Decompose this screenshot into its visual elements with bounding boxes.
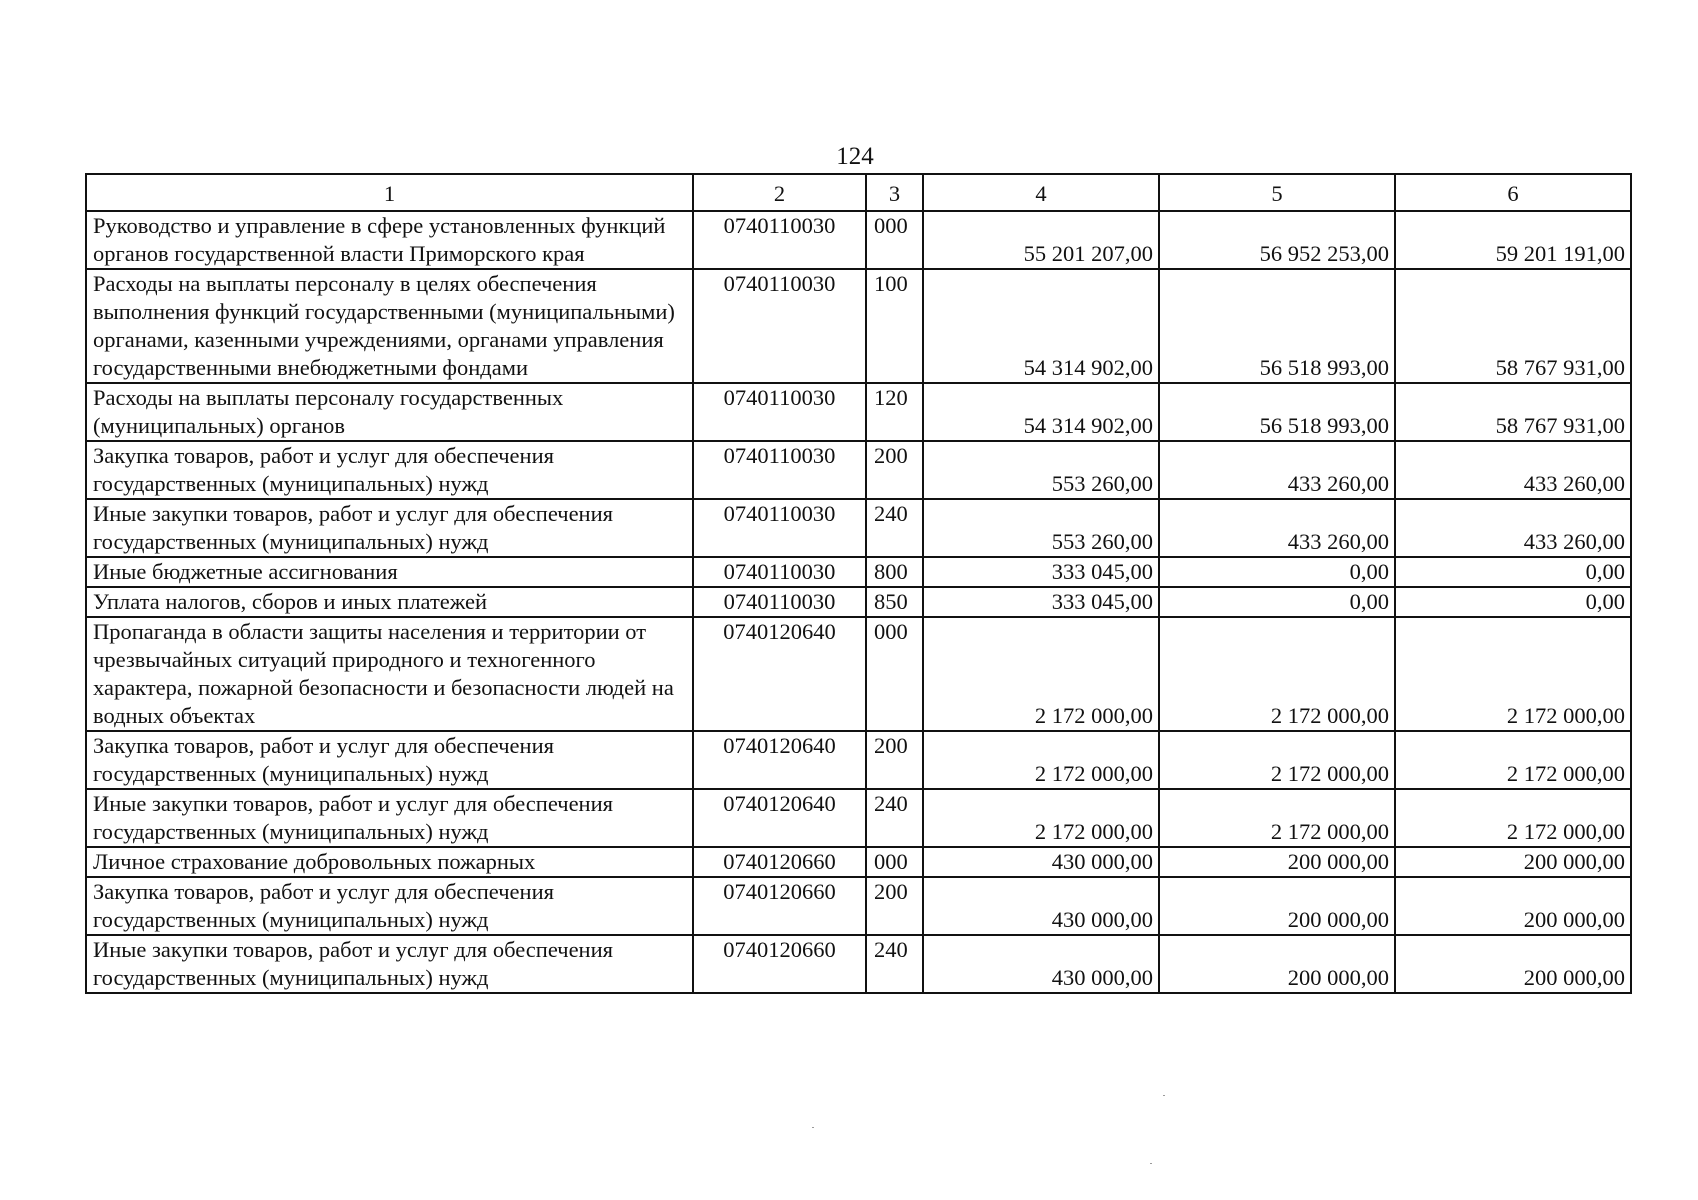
target-code-cell: 0740110030: [693, 499, 866, 557]
expense-type-cell: 200: [866, 877, 923, 935]
table-row: [86, 935, 1631, 993]
expense-type-cell: 240: [866, 499, 923, 557]
amount-col4-cell: 55 201 207,00: [923, 211, 1159, 269]
scan-speck: [1150, 1163, 1152, 1164]
amount-col6-cell: 2 172 000,00: [1395, 617, 1631, 731]
amount-col5-cell: 200 000,00: [1159, 935, 1395, 993]
amount-col5-cell: 2 172 000,00: [1159, 617, 1395, 731]
expense-name-cell: Личное страхование добровольных пожарных: [86, 847, 693, 877]
amount-col5-cell: 433 260,00: [1159, 499, 1395, 557]
expense-name-cell: Иные бюджетные ассигнования: [86, 557, 693, 587]
amount-col4-cell: 430 000,00: [923, 935, 1159, 993]
amount-col4-cell: 54 314 902,00: [923, 383, 1159, 441]
table-row: [86, 789, 1631, 847]
expense-name-cell: Иные закупки товаров, работ и услуг для обеспечения государственных (муниципальных) нужд: [86, 935, 693, 993]
amount-col4-cell: 333 045,00: [923, 587, 1159, 617]
amount-col6-cell: 59 201 191,00: [1395, 211, 1631, 269]
amount-col5-cell: 200 000,00: [1159, 847, 1395, 877]
amount-col6-cell: 433 260,00: [1395, 441, 1631, 499]
amount-col4-cell: 430 000,00: [923, 847, 1159, 877]
expense-type-cell: 000: [866, 847, 923, 877]
budget-table: [85, 173, 1632, 994]
amount-col6-cell: 58 767 931,00: [1395, 383, 1631, 441]
column-header-1: 1: [86, 174, 693, 211]
scan-speck: [812, 1127, 814, 1128]
amount-col6-cell: 200 000,00: [1395, 847, 1631, 877]
amount-col5-cell: 56 518 993,00: [1159, 383, 1395, 441]
amount-col5-cell: 0,00: [1159, 587, 1395, 617]
table-row: [86, 617, 1631, 731]
expense-type-cell: 240: [866, 789, 923, 847]
target-code-cell: 0740120640: [693, 731, 866, 789]
expense-type-cell: 100: [866, 269, 923, 383]
amount-col4-cell: 2 172 000,00: [923, 789, 1159, 847]
expense-type-cell: 000: [866, 211, 923, 269]
amount-col5-cell: 0,00: [1159, 557, 1395, 587]
column-header-2: 2: [693, 174, 866, 211]
table-row: [86, 499, 1631, 557]
amount-col4-cell: 553 260,00: [923, 441, 1159, 499]
column-header-4: 4: [923, 174, 1159, 211]
table-row: [86, 847, 1631, 877]
amount-col4-cell: 2 172 000,00: [923, 617, 1159, 731]
amount-col4-cell: 430 000,00: [923, 877, 1159, 935]
amount-col6-cell: 2 172 000,00: [1395, 789, 1631, 847]
table-row: [86, 731, 1631, 789]
column-header-6: 6: [1395, 174, 1631, 211]
target-code-cell: 0740120640: [693, 617, 866, 731]
expense-type-cell: 200: [866, 441, 923, 499]
amount-col4-cell: 333 045,00: [923, 557, 1159, 587]
target-code-cell: 0740120660: [693, 847, 866, 877]
table-row: [86, 269, 1631, 383]
amount-col5-cell: 56 518 993,00: [1159, 269, 1395, 383]
expense-type-cell: 200: [866, 731, 923, 789]
target-code-cell: 0740110030: [693, 587, 866, 617]
amount-col6-cell: 58 767 931,00: [1395, 269, 1631, 383]
expense-name-cell: Уплата налогов, сборов и иных платежей: [86, 587, 693, 617]
expense-name-cell: Пропаганда в области защиты населения и территории от чрезвычайных ситуаций природного и техногенного характера, пожарной безопасности и безопасности людей на водных объектах: [86, 617, 693, 731]
amount-col6-cell: 200 000,00: [1395, 877, 1631, 935]
amount-col6-cell: 0,00: [1395, 557, 1631, 587]
table-row: [86, 441, 1631, 499]
table-row: [86, 211, 1631, 269]
amount-col6-cell: 2 172 000,00: [1395, 731, 1631, 789]
expense-name-cell: Иные закупки товаров, работ и услуг для обеспечения государственных (муниципальных) нужд: [86, 789, 693, 847]
amount-col6-cell: 200 000,00: [1395, 935, 1631, 993]
target-code-cell: 0740110030: [693, 211, 866, 269]
expense-type-cell: 120: [866, 383, 923, 441]
amount-col5-cell: 2 172 000,00: [1159, 731, 1395, 789]
column-header-5: 5: [1159, 174, 1395, 211]
expense-name-cell: Расходы на выплаты персоналу в целях обеспечения выполнения функций государственными (муниципальными) органами, казенными учреждениями, органами управления государственными внебюджетными фондами: [86, 269, 693, 383]
expense-type-cell: 000: [866, 617, 923, 731]
table-row: [86, 557, 1631, 587]
table-row: [86, 877, 1631, 935]
expense-type-cell: 800: [866, 557, 923, 587]
amount-col4-cell: 54 314 902,00: [923, 269, 1159, 383]
amount-col5-cell: 433 260,00: [1159, 441, 1395, 499]
expense-name-cell: Закупка товаров, работ и услуг для обеспечения государственных (муниципальных) нужд: [86, 731, 693, 789]
expense-type-cell: 240: [866, 935, 923, 993]
amount-col6-cell: 0,00: [1395, 587, 1631, 617]
column-header-3: 3: [866, 174, 923, 211]
expense-name-cell: Закупка товаров, работ и услуг для обеспечения государственных (муниципальных) нужд: [86, 441, 693, 499]
expense-name-cell: Руководство и управление в сфере установленных функций органов государственной власти Приморского края: [86, 211, 693, 269]
scan-speck: [1163, 1095, 1165, 1096]
expense-name-cell: Закупка товаров, работ и услуг для обеспечения государственных (муниципальных) нужд: [86, 877, 693, 935]
expense-type-cell: 850: [866, 587, 923, 617]
expense-name-cell: Расходы на выплаты персоналу государственных (муниципальных) органов: [86, 383, 693, 441]
header-row: [86, 174, 1631, 211]
target-code-cell: 0740110030: [693, 557, 866, 587]
page-number: 124: [836, 143, 874, 170]
amount-col5-cell: 56 952 253,00: [1159, 211, 1395, 269]
table-body: [86, 211, 1631, 993]
target-code-cell: 0740110030: [693, 441, 866, 499]
table-header: [86, 174, 1631, 211]
target-code-cell: 0740120660: [693, 935, 866, 993]
target-code-cell: 0740110030: [693, 383, 866, 441]
amount-col5-cell: 2 172 000,00: [1159, 789, 1395, 847]
amount-col6-cell: 433 260,00: [1395, 499, 1631, 557]
target-code-cell: 0740110030: [693, 269, 866, 383]
amount-col4-cell: 2 172 000,00: [923, 731, 1159, 789]
target-code-cell: 0740120640: [693, 789, 866, 847]
table-row: [86, 587, 1631, 617]
table-row: [86, 383, 1631, 441]
amount-col5-cell: 200 000,00: [1159, 877, 1395, 935]
amount-col4-cell: 553 260,00: [923, 499, 1159, 557]
target-code-cell: 0740120660: [693, 877, 866, 935]
expense-name-cell: Иные закупки товаров, работ и услуг для обеспечения государственных (муниципальных) нужд: [86, 499, 693, 557]
